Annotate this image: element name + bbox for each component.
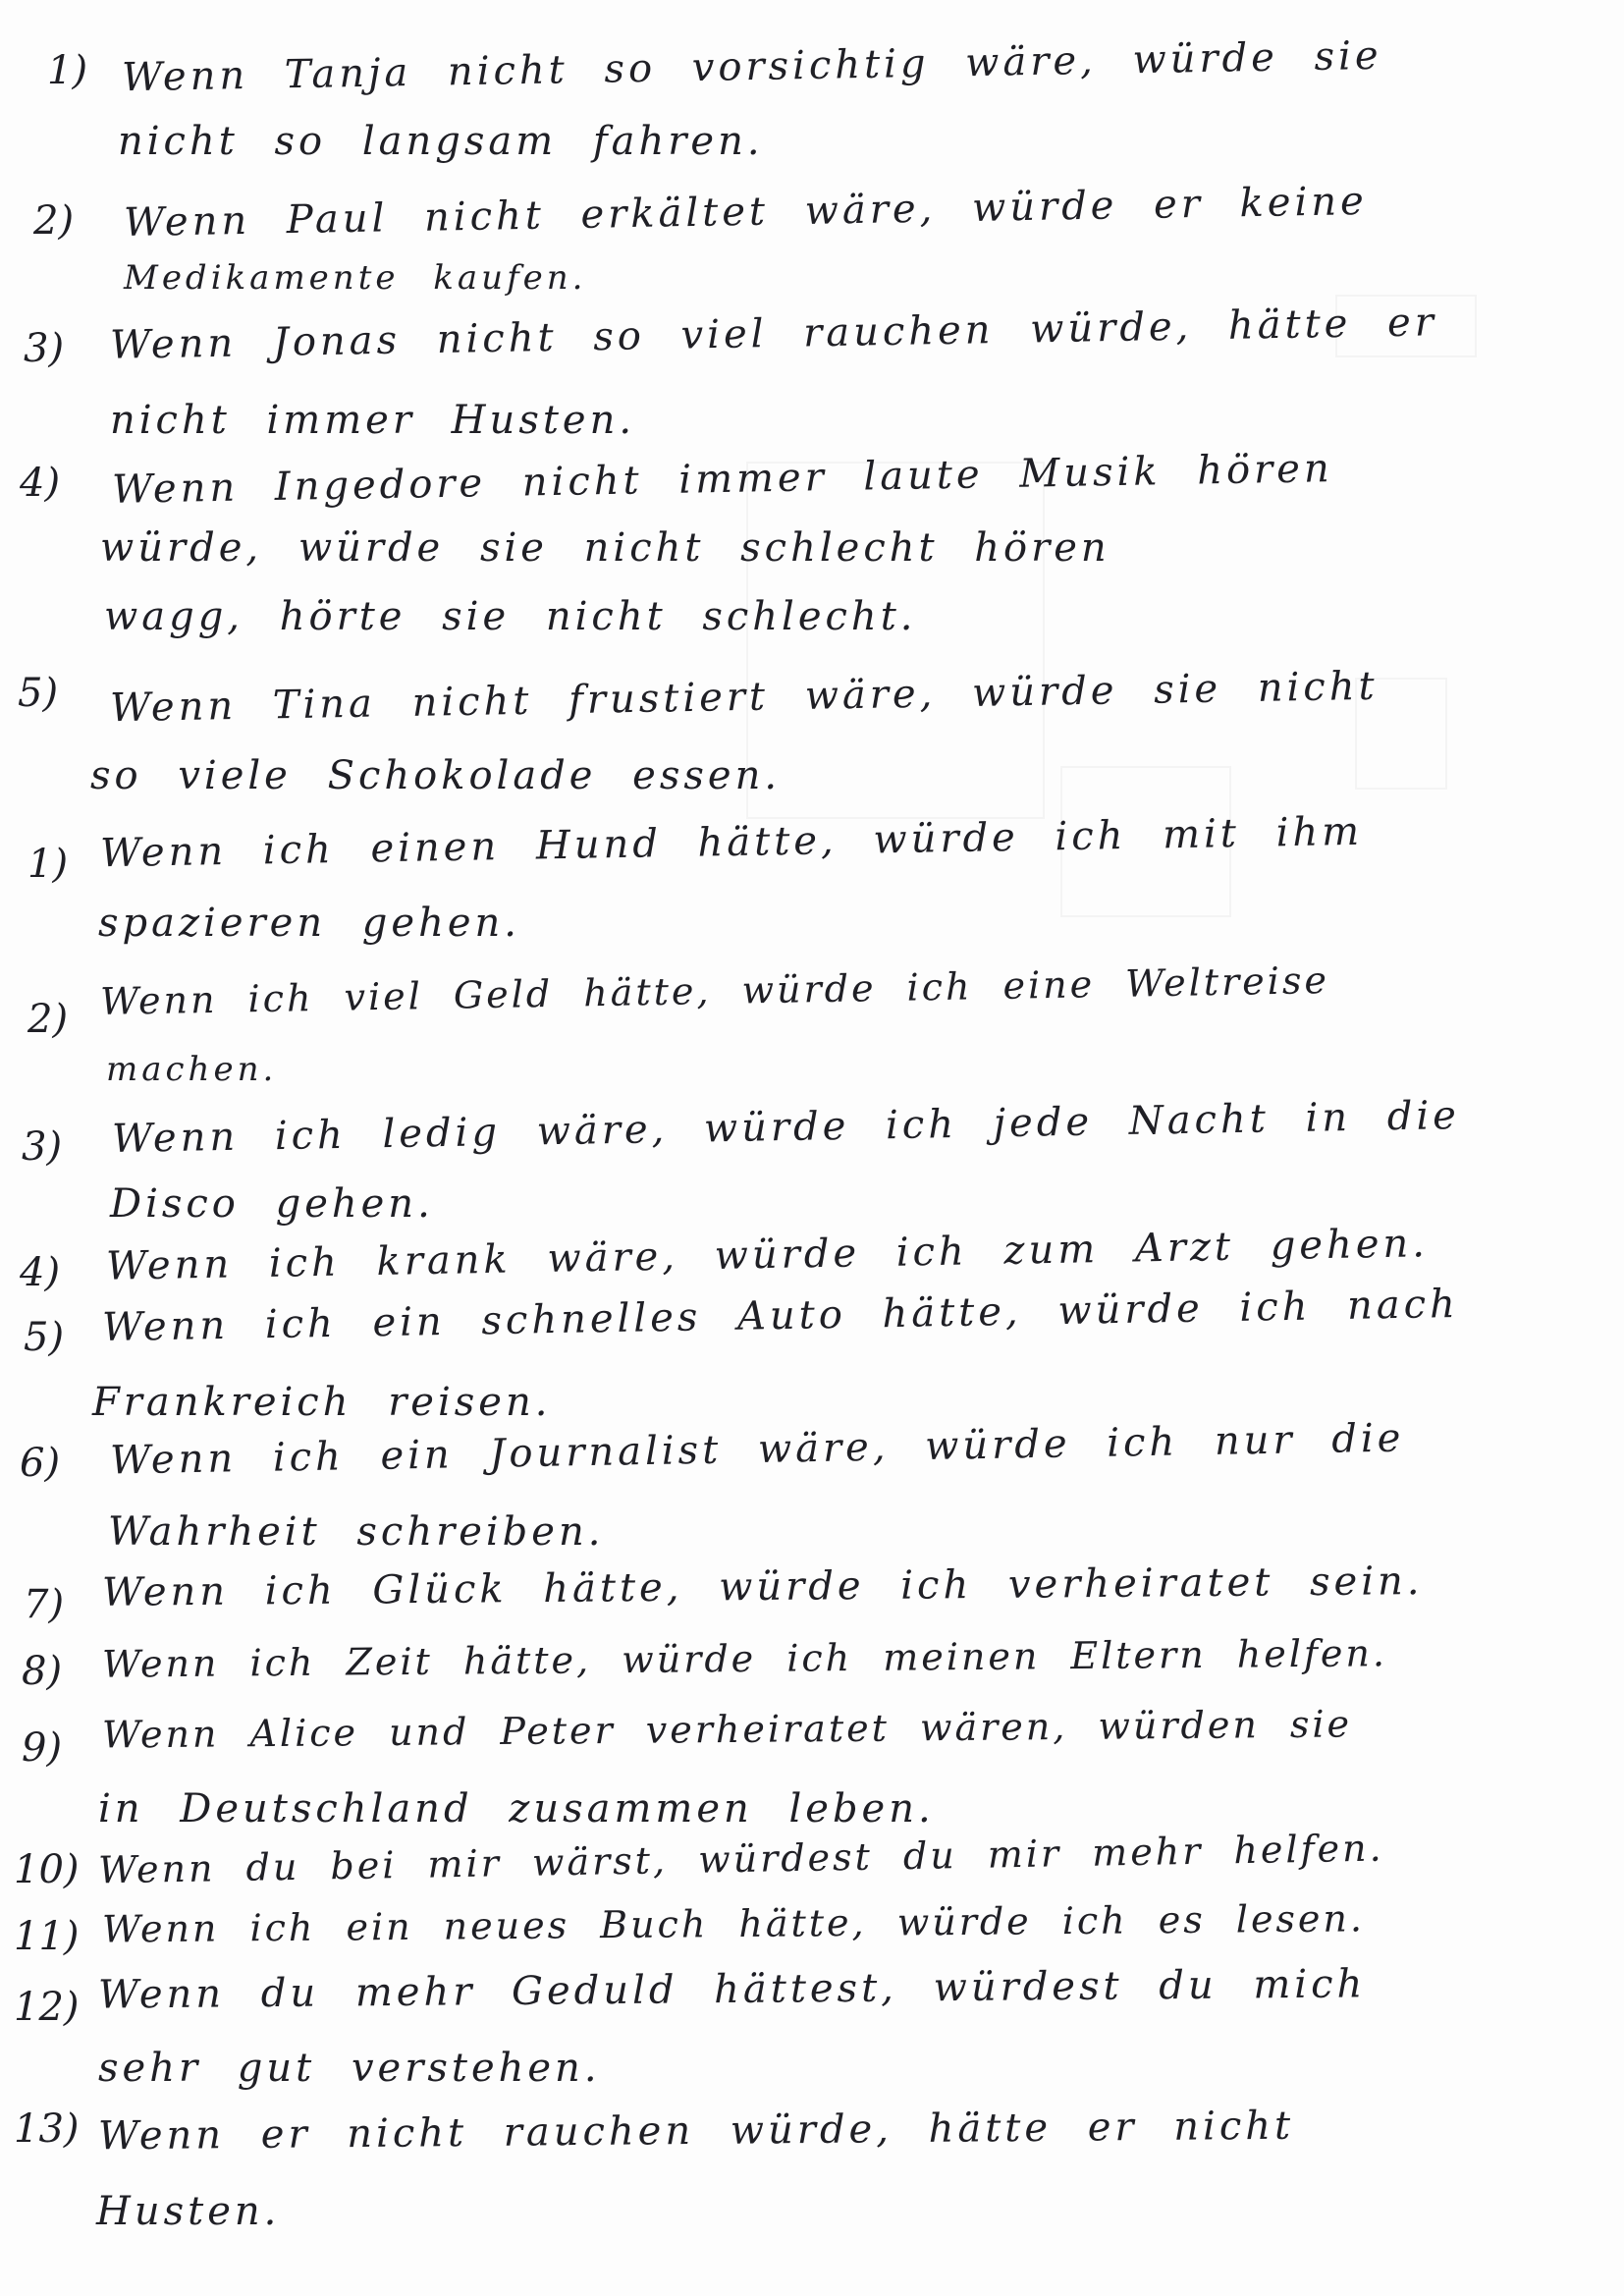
sentence-line: Wenn ich ein Journalist wäre, würde ich nur die bbox=[109, 1415, 1405, 1484]
show-through-mark bbox=[746, 462, 1045, 819]
sentence-line: Wenn du mehr Geduld hättest, würdest du mich bbox=[97, 1961, 1367, 2018]
sentence-line: Wenn ich ein neues Buch hätte, würde ich es lesen. bbox=[101, 1896, 1366, 1951]
sentence-line: Frankreich reisen. bbox=[92, 1380, 552, 1425]
item-number: 1) bbox=[47, 48, 88, 93]
sentence-line: Husten. bbox=[96, 2189, 281, 2234]
sentence-line: Wenn Paul nicht erkältet wäre, würde er keine bbox=[123, 178, 1369, 246]
sentence-line: Wenn Ingedore nicht immer laute Musik hören bbox=[111, 446, 1334, 513]
item-number: 4) bbox=[20, 1250, 61, 1295]
item-number: 3) bbox=[24, 326, 65, 371]
item-number: 4) bbox=[20, 461, 61, 506]
sentence-line: würde, würde sie nicht schlecht hören bbox=[100, 525, 1110, 571]
item-number: 2) bbox=[33, 198, 75, 244]
sentence-line: in Deutschland zusammen leben. bbox=[98, 1786, 935, 1831]
item-number: 13) bbox=[14, 2106, 80, 2152]
item-number: 3) bbox=[22, 1124, 63, 1170]
sentence-line: Wenn du bei mir wärst, würdest du mir mehr helfen. bbox=[97, 1826, 1384, 1892]
sentence-line: Wenn ich viel Geld hätte, würde ich eine Weltreise bbox=[99, 958, 1330, 1023]
sentence-line: sehr gut verstehen. bbox=[98, 2046, 601, 2091]
sentence-line: Wenn ich krank wäre, würde ich zum Arzt gehen. bbox=[105, 1221, 1430, 1289]
sentence-line: nicht so langsam fahren. bbox=[118, 119, 764, 164]
sentence-line: nicht immer Husten. bbox=[110, 398, 636, 443]
sentence-line: Wenn ich Zeit hätte, würde ich meinen Eltern helfen. bbox=[101, 1631, 1388, 1686]
sentence-line: Wenn Jonas nicht so viel rauchen würde, hätte er bbox=[109, 300, 1438, 368]
item-number: 10) bbox=[14, 1847, 80, 1892]
item-number: 5) bbox=[18, 671, 59, 716]
item-number: 1) bbox=[27, 842, 69, 887]
sentence-line: so viele Schokolade essen. bbox=[90, 753, 782, 798]
item-number: 5) bbox=[24, 1315, 65, 1360]
item-number: 6) bbox=[20, 1441, 61, 1486]
sentence-line: Wenn Tanja nicht so vorsichtig wäre, würde sie bbox=[121, 32, 1382, 101]
item-number: 11) bbox=[14, 1914, 80, 1959]
sentence-line: Wenn Alice und Peter verheiratet wären, würden sie bbox=[101, 1702, 1353, 1757]
sentence-line: wagg, hörte sie nicht schlecht. bbox=[104, 594, 917, 639]
item-number: 12) bbox=[14, 1985, 80, 2030]
sentence-line: Disco gehen. bbox=[110, 1181, 434, 1227]
sentence-line: Wenn ich einen Hund hätte, würde ich mit ihm bbox=[99, 808, 1364, 877]
sentence-line: Wenn ich ledig wäre, würde ich jede Nacht in die bbox=[111, 1093, 1461, 1162]
sentence-line: Wenn ich ein schnelles Auto hätte, würde ich nach bbox=[101, 1281, 1460, 1351]
sentence-line: Wahrheit schreiben. bbox=[108, 1509, 605, 1555]
sentence-line: Medikamente kaufen. bbox=[124, 258, 587, 298]
sentence-line: spazieren gehen. bbox=[98, 901, 520, 946]
sentence-line: Wenn er nicht rauchen würde, hätte er nicht bbox=[97, 2103, 1295, 2159]
sentence-line: Wenn Tina nicht frustiert wäre, würde sie nicht bbox=[109, 663, 1379, 732]
item-number: 8) bbox=[22, 1649, 63, 1694]
sentence-line: Wenn ich Glück hätte, würde ich verheiratet sein. bbox=[101, 1558, 1424, 1615]
item-number: 9) bbox=[22, 1725, 63, 1771]
item-number: 7) bbox=[24, 1582, 65, 1627]
sentence-line: machen. bbox=[106, 1050, 278, 1089]
item-number: 2) bbox=[27, 997, 69, 1042]
